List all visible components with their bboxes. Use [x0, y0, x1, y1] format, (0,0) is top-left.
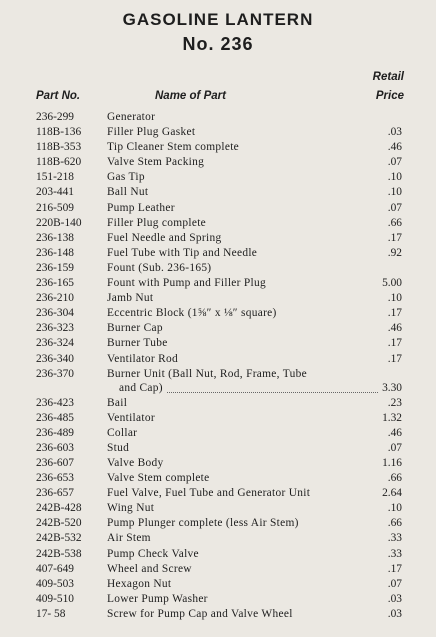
part-name: Lower Pump Washer — [107, 592, 208, 605]
part-price: .07 — [387, 577, 402, 590]
part-number: 220B-140 — [36, 216, 82, 229]
part-name: Fount with Pump and Filler Plug — [107, 277, 266, 290]
part-number: 242B-428 — [36, 502, 82, 515]
part-number: 242B-532 — [36, 532, 82, 545]
part-number: 236-138 — [36, 231, 74, 244]
part-name: Valve Stem Packing — [107, 156, 205, 169]
parts-row — [0, 155, 436, 170]
part-price: .17 — [387, 231, 402, 244]
parts-row — [0, 306, 436, 321]
parts-row — [0, 352, 436, 367]
part-number: 118B-136 — [36, 126, 82, 139]
part-number: 236-210 — [36, 292, 74, 305]
part-price: .33 — [387, 547, 402, 560]
part-number: 236-340 — [36, 352, 74, 365]
parts-row — [0, 411, 436, 426]
part-name: Filler Plug Gasket — [107, 126, 196, 139]
part-price: .07 — [387, 441, 402, 454]
part-price: .66 — [387, 216, 402, 229]
part-number: 236-653 — [36, 472, 74, 485]
part-number: 236-323 — [36, 322, 74, 335]
part-name: Fuel Tube with Tip and Needle — [107, 246, 258, 259]
part-number: 407-649 — [36, 562, 74, 575]
parts-row — [0, 321, 436, 336]
part-name: Burner Unit (Ball Nut, Rod, Frame, Tube — [107, 367, 307, 380]
part-price: .66 — [387, 472, 402, 485]
parts-row — [0, 456, 436, 471]
part-price: .17 — [387, 562, 402, 575]
parts-row — [0, 291, 436, 306]
part-name: Eccentric Block (1⅝″ x ⅛″ square) — [107, 307, 277, 320]
part-price: 1.32 — [382, 411, 402, 424]
part-number: 242B-538 — [36, 547, 82, 560]
part-name: Collar — [107, 426, 138, 439]
part-number: 409-510 — [36, 592, 74, 605]
part-price: .10 — [387, 171, 402, 184]
part-name: Ventilator — [107, 411, 155, 424]
part-price: .66 — [387, 517, 402, 530]
parts-row — [0, 592, 436, 607]
part-price: .03 — [387, 607, 402, 620]
parts-row — [0, 336, 436, 351]
part-number: 236-324 — [36, 337, 74, 350]
parts-row — [0, 261, 436, 276]
part-number: 236-299 — [36, 111, 74, 123]
parts-row — [0, 501, 436, 516]
part-name: Valve Stem complete — [107, 472, 210, 485]
part-price: .03 — [387, 592, 402, 605]
part-name: Stud — [107, 441, 130, 454]
parts-row — [0, 441, 436, 456]
part-number: 236-165 — [36, 277, 74, 290]
parts-row — [0, 396, 436, 411]
part-price: .23 — [387, 396, 402, 409]
part-number: 118B-620 — [36, 156, 82, 169]
part-name: Valve Body — [107, 456, 164, 469]
price-header: Price — [375, 90, 404, 102]
part-name: Ventilator Rod — [107, 352, 178, 365]
parts-row — [0, 170, 436, 185]
part-name-continued: and Cap) — [119, 381, 163, 394]
part-name: Filler Plug complete — [107, 216, 207, 229]
part-name: Ball Nut — [107, 186, 149, 199]
parts-row — [0, 185, 436, 200]
name-header: Name of Part — [155, 90, 226, 102]
part-number: 236-370 — [36, 367, 74, 380]
part-number: 236-657 — [36, 487, 74, 500]
parts-row — [0, 607, 436, 622]
part-number: 17- 58 — [36, 607, 66, 620]
part-price: .10 — [387, 292, 402, 305]
part-name: Air Stem — [107, 532, 151, 545]
part-number: 236-159 — [36, 261, 74, 274]
part-price: .07 — [387, 201, 402, 214]
parts-row — [0, 246, 436, 261]
parts-row — [0, 426, 436, 441]
part-no-header: Part No. — [36, 90, 81, 102]
part-number: 236-485 — [36, 411, 74, 424]
part-name: Tip Cleaner Stem complete — [107, 141, 240, 154]
parts-list — [0, 110, 436, 622]
parts-row — [0, 110, 436, 125]
part-name: Screw for Pump Cap and Valve Wheel — [107, 607, 293, 620]
part-name: Burner Cap — [107, 322, 163, 335]
parts-row — [0, 516, 436, 531]
part-number: 236-148 — [36, 246, 74, 259]
part-number: 236-423 — [36, 396, 74, 409]
part-price: .07 — [387, 156, 402, 169]
part-number: 236-607 — [36, 456, 74, 469]
part-number: 236-304 — [36, 307, 74, 320]
part-number: 236-489 — [36, 426, 74, 439]
part-number: 118B-353 — [36, 141, 82, 154]
parts-row — [0, 547, 436, 562]
part-name: Bail — [107, 396, 128, 409]
part-price: .03 — [387, 126, 402, 139]
part-price: .17 — [387, 307, 402, 320]
parts-row — [0, 486, 436, 501]
part-name: Gas Tip — [107, 171, 145, 184]
parts-row — [0, 231, 436, 246]
parts-row — [0, 471, 436, 486]
parts-row — [0, 276, 436, 291]
page-title: GASOLINE LANTERN — [122, 10, 314, 29]
part-price: .33 — [387, 532, 402, 545]
part-name: Jamb Nut — [107, 292, 154, 305]
part-name: Pump Plunger complete (less Air Stem) — [107, 517, 299, 530]
part-price: .46 — [387, 426, 402, 439]
part-name: Generator — [107, 111, 156, 123]
part-number: 203-441 — [36, 186, 74, 199]
part-name: Hexagon Nut — [107, 577, 172, 590]
part-price: .10 — [387, 502, 402, 515]
parts-row — [0, 201, 436, 216]
parts-row — [0, 216, 436, 231]
retail-header: Retail — [372, 71, 404, 83]
parts-row — [0, 531, 436, 546]
parts-row — [0, 577, 436, 592]
part-name: Pump Leather — [107, 201, 175, 214]
part-name: Pump Check Valve — [107, 547, 199, 560]
part-price: 5.00 — [382, 277, 402, 290]
part-price: .17 — [387, 337, 402, 350]
parts-row — [0, 125, 436, 140]
part-number: 151-218 — [36, 171, 74, 184]
part-price: .10 — [387, 186, 402, 199]
part-name: Wing Nut — [107, 502, 155, 515]
part-price: 2.64 — [382, 487, 402, 500]
page-subtitle: No. 236 — [182, 34, 254, 54]
part-price: .17 — [387, 352, 402, 365]
parts-row — [0, 140, 436, 155]
part-number: 236-603 — [36, 441, 74, 454]
dot-leader — [167, 391, 378, 393]
part-number: 242B-520 — [36, 517, 82, 530]
part-price: .46 — [387, 322, 402, 335]
part-name: Wheel and Screw — [107, 562, 192, 575]
part-price: .46 — [387, 141, 402, 154]
parts-row — [0, 367, 436, 396]
part-number: 216-509 — [36, 201, 74, 214]
part-name: Fount (Sub. 236-165) — [107, 261, 212, 274]
part-name: Burner Tube — [107, 337, 168, 350]
part-number: 409-503 — [36, 577, 74, 590]
part-name: Fuel Valve, Fuel Tube and Generator Unit — [107, 487, 311, 500]
part-price: 1.16 — [382, 456, 402, 469]
part-price: .92 — [387, 246, 402, 259]
parts-row — [0, 562, 436, 577]
part-price: 3.30 — [382, 381, 402, 394]
part-name: Fuel Needle and Spring — [107, 231, 222, 244]
